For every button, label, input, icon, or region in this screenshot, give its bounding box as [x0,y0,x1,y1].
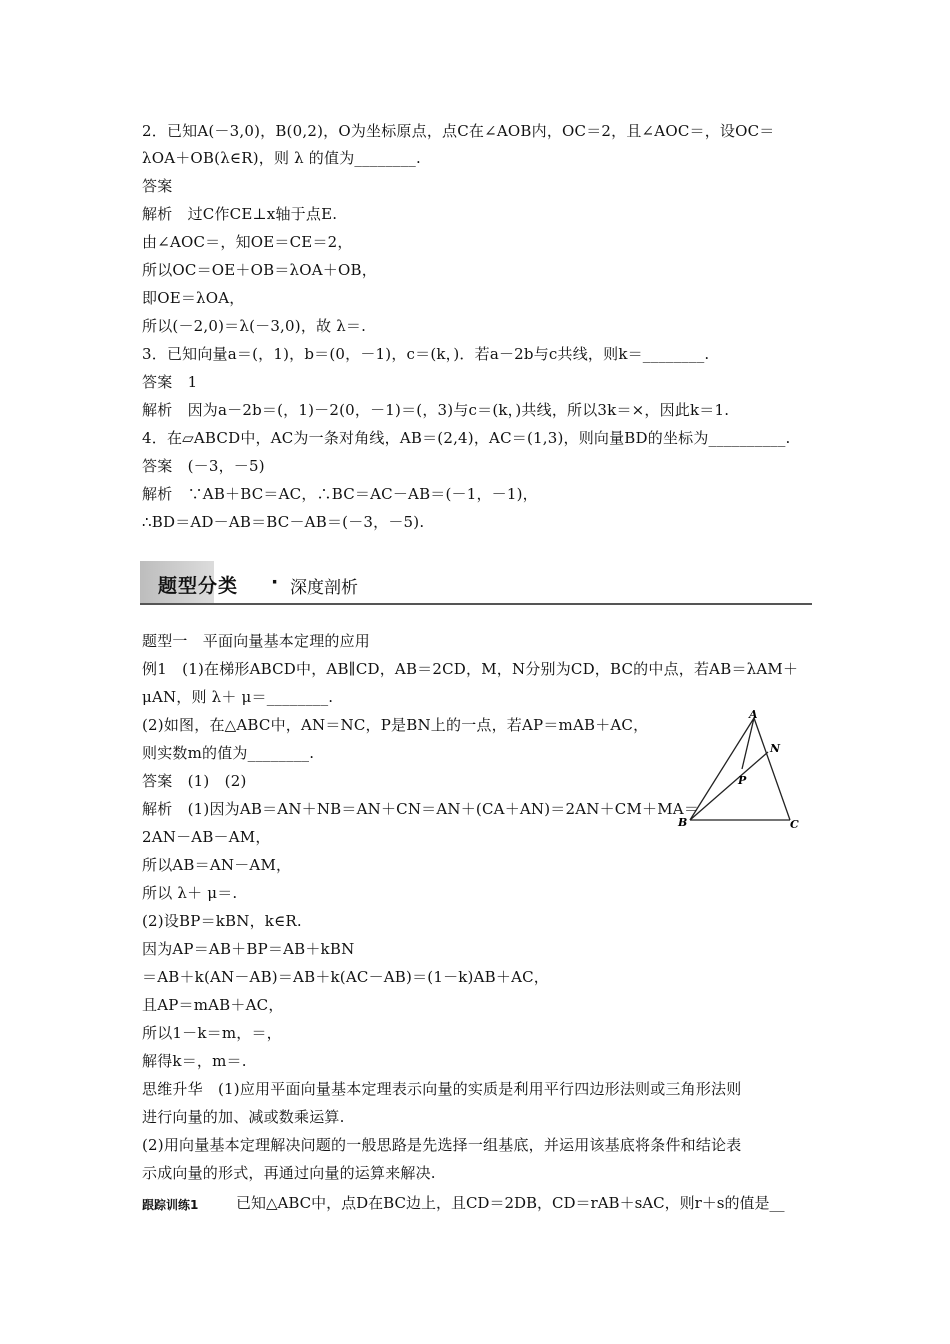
text-line: 所以1－k＝m，＝， [142,1024,282,1042]
section-subtitle: 深度剖析 [290,578,358,598]
edge-ab [690,718,754,820]
text-line: (2)设BP＝kBN，k∈R. [142,912,302,930]
text-line: 解得k＝，m＝. [142,1052,247,1070]
text-line: 4．在▱ABCD中，AC为一条对角线，AB＝(2,4)，AC＝(1,3)，则向量BD的坐标为__________. [142,429,791,447]
text-line: 示成向量的形式，再通过向量的运算来解决. [142,1164,436,1182]
track-exercise-text: 已知△ABC中，点D在BC边上，且CD＝2DB，CD＝rAB＋sAC，则r＋s的值是__ [236,1194,785,1212]
text-line: (2)如图，在△ABC中，AN＝NC，P是BN上的一点，若AP＝mAB＋AC， [142,716,649,734]
text-line: 答案 1 [142,373,198,391]
text-line: 答案 (1) (2) [142,772,247,790]
text-line: 例1 (1)在梯形ABCD中，AB∥CD，AB＝2CD，M，N分别为CD，BC的中点，若AB＝λAM＋ [142,660,799,678]
triangle-figure [672,708,812,834]
text-line: ∴BD＝AD－AB＝BC－AB＝(－3，－5). [142,513,425,531]
section-banner [140,561,812,605]
text-line: 进行向量的加、减或数乘运算. [142,1108,345,1126]
label-p: P [738,774,747,787]
edge-ac [754,718,790,820]
text-line: 题型一 平面向量基本定理的应用 [142,632,371,650]
text-line: 因为AP＝AB＋BP＝AB＋kBN [142,940,355,958]
text-line: 所以AB＝AN－AM， [142,856,292,874]
text-line: 答案 (－3，－5) [142,457,265,475]
text-line: 3．已知向量a＝(，1)，b＝(0，－1)，c＝(k，)．若a－2b与c共线，则k＝________. [142,345,710,363]
label-b: B [678,816,688,829]
text-line: λOA＋OB(λ∈R)，则 λ 的值为________. [142,149,421,167]
label-n: N [770,742,781,755]
text-line: (2)用向量基本定理解决问题的一般思路是先选择一组基底，并运用该基底将条件和结论表 [142,1136,742,1154]
text-line: μAN，则 λ＋ μ＝________. [142,688,334,706]
label-a: A [749,708,758,721]
text-line: 解析 ∵AB＋BC＝AC，∴BC＝AC－AB＝(－1，－1)， [142,485,538,503]
text-line: 且AP＝mAB＋AC， [142,996,284,1014]
text-line: 解析 因为a－2b＝(，1)－2(0，－1)＝(，3)与c＝(k，)共线，所以3k＝×，因此k＝1. [142,401,730,419]
text-line: ＝AB＋k(AN－AB)＝AB＋k(AC－AB)＝(1－k)AB＋AC， [142,968,549,986]
text-line: 所以OC＝OE＋OB＝λOA＋OB， [142,261,377,279]
text-line: 所以(－2,0)＝λ(－3,0)，故 λ＝. [142,317,367,335]
text-line: 答案 [142,177,173,195]
segment-bn [690,752,768,820]
text-line: 2．已知A(－3,0)，B(0,2)，O为坐标原点，点C在∠AOB内，OC＝2，且∠AOC＝，设OC＝ [142,122,775,140]
text-line: 则实数m的值为________. [142,744,315,762]
text-line: 解析 过C作CE⊥x轴于点E. [142,205,338,223]
label-c: C [790,818,799,831]
text-line: 思维升华 (1)应用平面向量基本定理表示向量的实质是利用平行四边形法则或三角形法则 [142,1080,742,1098]
text-line: 2AN－AB－AM， [142,828,271,846]
segment-ap [742,718,754,769]
section-title: 题型分类 [158,575,239,597]
banner-rule [140,603,812,605]
text-line: 解析 (1)因为AB＝AN＋NB＝AN＋CN＝AN＋(CA＋AN)＝2AN＋CM＋MA＝ [142,800,700,818]
text-line: 所以 λ＋ μ＝. [142,884,238,902]
text-line: 即OE＝λOA， [142,289,245,307]
section-separator: · [271,571,279,593]
track-exercise-label: 跟踪训练1 [142,1198,199,1212]
text-line: 由∠AOC＝，知OE＝CE＝2， [142,233,353,251]
